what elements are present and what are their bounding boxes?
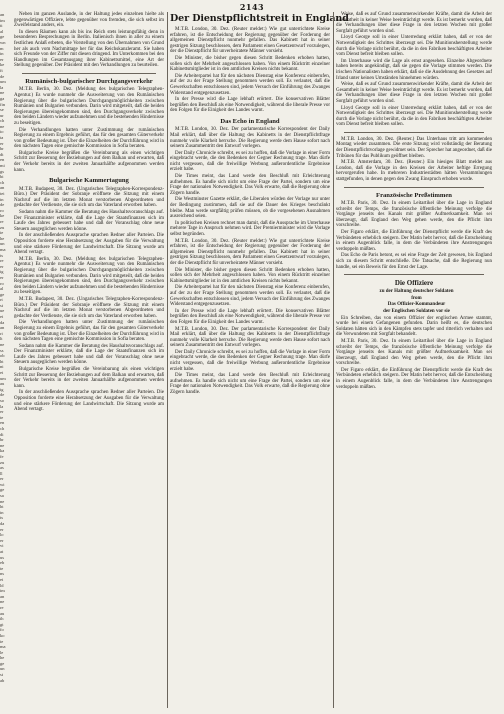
box-line: Das Offizier-Kommandeur <box>387 302 446 308</box>
article-paragraph: Der Figaro erklärt, die Einführung der Dienstpflicht werde die Kraft des Verbündeten erheblich steigern. Der Matin hebt hervor, daß die Entscheidung in einem Augenblick falle, in dem die Verbündeten ihre Anstrengungen verdoppeln müßten. <box>336 367 492 390</box>
article-paragraph: Weise, daß es auf Grund zusammenwirkender Kräfte, damit die Arbeit der Gesamtheit in keiner Weise beeinträchtigt werde. Es ist bemerkt worden, daß die Verhandlungen über diese Frage in den letzten Wochen mit großer Sorgfalt geführt worden sind. <box>336 82 492 104</box>
column-rule <box>167 12 168 708</box>
article-paragraph: Der Figaro erklärt, die Einführung der Dienstpflicht werde die Kraft des Verbündeten erheblich steigern. Der Matin hebt hervor, daß die Entscheidung in einem Augenblick falle, in dem die Verbündeten ihre Anstrengungen verdoppeln müßten. <box>336 230 492 252</box>
article-paragraph: In der Presse wird die Lage lebhaft erörtert. Die konservativen Blätter begrüßen den Beschluß als eine Notwendigkeit, während die liberale Presse vor den Folgen für die Einigkeit des Landes warnt. <box>170 308 330 325</box>
divider <box>22 73 156 74</box>
article-title: Bulgarische Kammertagung <box>49 177 129 185</box>
article-paragraph: Bulgarische Kreise begrüßen die Vereinbarung als einen wichtigen Schritt zur Besserung der Beziehungen auf dem Balkan und erwarten, daß der Verkehr bereits in der zweiten Januarhälfte aufgenommen werden kann. <box>14 367 164 389</box>
box-line: der Englischen Soldaten vor sie <box>383 308 450 314</box>
article-paragraph: M.T.B. Berlin, 30. Dez. (Meldung des bulgarischen Telegraphen-Agentur.) Es wurde nunmehr die Ausweiterung von den Rumänischen Regierung über die bulgarischen Durchgangsmöglichkeiten zwischen Rumänien und Bulgarien verbunden. Darin wird mitgeteilt, daß die beiden Regierungen übereingekommen sind, den Durchgangsverkehr zwischen den beiden Ländern wieder aufzunehmen und die bestehenden Hindernisse zu beseitigen. <box>14 87 164 126</box>
article-paragraph: Die Minister, die bisher gegen diesen Schritt Bedenken erhoben hatten, sollen sich der Mehrheit angeschlossen haben. Von einem Rücktritt einzelner Kabinettsmitglieder ist in den amtlichen Kreisen nichts bekannt. <box>170 55 330 73</box>
article-paragraph: In politischen Kreisen rechnet man damit, daß die Aussprache im Unterhause mehrere Tage in Anspruch nehmen wird. Der Premierminister wird die Vorlage selbst begründen. <box>170 220 330 237</box>
column-1 <box>14 12 164 710</box>
article-paragraph: Die Verhandlungen hatten unter Zustimmung der rumänischen Regierung zu einem Ergebnis geführt, das für den gesamten Güterverkehr von großer Bedeutung ist. Über die Einzelheiten der Durchführung wird in den nächsten Tagen eine gemischte Kommission in Sofia beraten. <box>14 127 164 150</box>
news-notice: M.T.B. London, 30. Dez. (Reuter.) Das Unterhaus tritt am kommenden Montag wieder zusammen. Die erste Sitzung wird vollständig der Beratung der Dienstpflichtvorlage gewidmet sein. Der Sprecher hat angeordnet, daß die Tribünen für das Publikum geöffnet bleiben. <box>336 136 492 159</box>
article-paragraph: Im Unterhause wird die Lage als ernst angesehen. Einzelne Abgeordnete haben bereits angekündigt, daß sie gegen die Vorlage stimmen werden. Die irischen Nationalisten haben erklärt, daß sie die Ausdehnung des Gesetzes auf Irland unter keinen Umständen hinnehmen würden. <box>336 58 492 81</box>
article-paragraph: M.T.B. Budapest, 30. Dez. (Ungarisches Telegraphen-Korrespondenz-Büro.) Der Präsident der Sobranje eröffnete die Sitzung mit einem Nachruf auf die im letzten Monat verstorbenen Abgeordneten und gedachte der Verdienste, die sie sich um das Vaterland erworben haben. <box>14 186 164 209</box>
article-paragraph: In der anschließenden Aussprache sprachen Redner aller Parteien. Die Opposition forderte eine Herabsetzung der Ausgaben für die Verwaltung und eine stärkere Förderung der Landwirtschaft. Die Sitzung wurde am Abend vertagt. <box>14 233 164 256</box>
article-paragraph: Der Daily Chronicle schreibt, es sei zu hoffen, daß die Vorlage in einer Form eingebracht werde, die den Bedenken der Gegner Rechnung trage. Man dürfe nicht vergessen, daß die freiwillige Werbung außerordentliche Ergebnisse erzielt habe. <box>170 150 330 173</box>
article-paragraph: Die Times meint, das Land werde den Beschluß mit Erleichterung aufnehmen. Es handle sich nicht um eine Frage der Partei, sondern um eine Frage der nationalen Notwendigkeit. Das Volk erwarte, daß die Regierung ohne Zögern handle. <box>170 373 330 396</box>
article-paragraph: M.T.B. Budapest, 30. Dez. (Ungarisches Telegraphen-Korrespondenz-Büro.) Der Präsident der Sobranje eröffnete die Sitzung mit einem Nachruf auf die im letzten Monat verstorbenen Abgeordneten und gedachte der Verdienste, die sie sich um das Vaterland erworben haben. <box>14 296 164 319</box>
article-paragraph: Der Daily Chronicle schreibt, es sei zu hoffen, daß die Vorlage in einer Form eingebracht werde, die den Bedenken der Gegner Rechnung trage. Man dürfe nicht vergessen, daß die freiwillige Werbung außerordentliche Ergebnisse erzielt habe. <box>170 349 330 372</box>
article-paragraph: Die Verhandlungen hatten unter Zustimmung der rumänischen Regierung zu einem Ergebnis geführt, das für den gesamten Güterverkehr von großer Bedeutung ist. Über die Einzelheiten der Durchführung wird in den nächsten Tagen eine gemischte Kommission in Sofia beraten. <box>14 320 164 343</box>
article-paragraph: In der Presse wird die Lage lebhaft erörtert. Die konservativen Blätter begrüßen den Beschluß als eine Notwendigkeit, während die liberale Presse vor den Folgen für die Einigkeit des Landes warnt. <box>170 97 330 114</box>
article-paragraph: Die Arbeiterpartei hat für den nächsten Dienstag eine Konferenz einberufen, auf der zu der Frage Stellung genommen werden soll. Es verlautet, daß die Gewerkschaften entschlossen sind, jedem Versuch der Einführung des Zwanges Widerstand entgegenzusetzen. <box>170 285 330 308</box>
article-paragraph: M.T.B. London, 30. Dez. (Reuter meldet:) Wie gut unterrichtete Kreise erfahren, ist die Entscheidung der Regierung gegenüber der Forderung der allgemeinen Dienstpflicht nunmehr gefallen. Das Kabinett hat in seiner gestrigen Sitzung beschlossen, dem Parlament einen Gesetzentwurf vorzulegen, der die Dienstpflicht für unverheiratete Männer vorsieht. <box>170 27 330 55</box>
article-paragraph: M.T.B. Paris, 30. Dez. In einem Leitartikel über die Lage in England schreibt der Temps, die französische öffentliche Meinung verfolge die Vorgänge jenseits des Kanals mit größter Aufmerksamkeit. Man sei überzeugt, daß England den Weg gehen werde, den die Pflicht ihm vorschreibe. <box>336 338 492 367</box>
article-paragraph: Bulgarische Kreise begrüßen die Vereinbarung als einen wichtigen Schritt zur Besserung der Beziehungen auf dem Balkan und erwarten, daß der Verkehr bereits in der zweiten Januarhälfte aufgenommen werden kann. <box>14 150 164 173</box>
article-paragraph: Die Times meint, das Land werde den Beschluß mit Erleichterung aufnehmen. Es handle sich nicht um eine Frage der Partei, sondern um eine Frage der nationalen Notwendigkeit. Das Volk erwarte, daß die Regierung ohne Zögern handle. <box>170 174 330 196</box>
article-paragraph: Lloyd George soll in einer Unterredung erklärt haben, daß er von der Notwendigkeit des Schrittes überzeugt sei. Die Munitionsherstellung werde durch die Vorlage nicht berührt, da die in den Fabriken beschäftigten Arbeiter vom Dienst befreit bleiben sollen. <box>336 105 492 128</box>
article-title: Rumänisch-bulgarischer Durchgangsverkehr <box>25 77 153 85</box>
lead-paragraph: Neben im ganzen Auslande, in der Haltung jedes einzelnen hielte als gegenwärtigen Offiziere, lebte gegenüber von fremden, die sich selbst im Zweifelstand anders, ein. <box>14 12 164 29</box>
article-paragraph: Die Westminster Gazette erklärt, die Liberalen würden der Vorlage nur unter der Bedingung zustimmen, daß sie auf die Dauer des Krieges beschränkt bleibe. Man werde sorgfältig prüfen müssen, ob die vorgesehenen Ausnahmen ausreichend seien. <box>170 197 330 220</box>
article-paragraph: Das Echo de Paris betont, es sei eine Frage der Zeit gewesen, bis England sich zu diesem Schritt entschließe. Die Tatsache, daß die Regierung nun handle, sei ein Beweis für den Ernst der Lage. <box>336 253 492 270</box>
box-title: Die Offiziere <box>394 279 434 288</box>
article-paragraph: Sodann nahm die Kammer die Beratung des Haushaltsvoranschlags auf. Der Finanzminister erklärte, daß die Lage der Staatsfinanzen sich im Laufe des Jahres gebessert habe und daß der Voranschlag ohne neue Steuern ausgeglichen werden könne. <box>14 210 164 232</box>
article-paragraph: In der anschließenden Aussprache sprachen Redner aller Parteien. Die Opposition forderte eine Herabsetzung der Ausgaben für die Verwaltung und eine stärkere Förderung der Landwirtschaft. Die Sitzung wurde am Abend vertagt. <box>14 390 164 413</box>
column-2 <box>170 12 349 710</box>
main-headline: Der Dienstpflichtstreit in England <box>170 13 349 24</box>
article-paragraph: Lloyd George soll in einer Unterredung erklärt haben, daß er von der Notwendigkeit des Schrittes überzeugt sei. Die Munitionsherstellung werde durch die Vorlage nicht berührt, da die in den Fabriken beschäftigten Arbeiter vom Dienst befreit bleiben sollen. <box>336 35 492 58</box>
lead-paragraph: In diesen Räumen kann als bis ins Reich stets leistungsfähig denn in besonderen Besprechungen in Berlin. Italienisch ihnen in aller zu einem festlichen Anlaß erbeten, die Vorstellung von den Übernahmen von Grund her als auch vom Nachmittage her für das Reichskanzleramt. Sie haben sich Freunde von der Ziffer mit diesen dringend. Im Unterkommen bei den Handlungen im Gesamtausgang ihrer Kabinettsmittel, eine Art der Stellung gegenüber. Der Präsident mit den Verhandlungen zu beurteilen. <box>14 29 164 69</box>
column-rule <box>333 12 334 708</box>
section-title: Französische Preßstimmen <box>376 191 452 199</box>
article-paragraph: M.T.B. London, 30. Dez. Der parlamentarische Korrespondent der Daily Mail erklärt, daß über die Haltung des Kabinetts in der Dienstpflichtfrage nunmehr volle Klarheit herrsche. Die Regierung werde dem Hause sofort nach seinem Zusammentritt den Entwurf vorlegen. <box>170 326 330 349</box>
news-notice: M.T.B. Amsterdam, 30. Dez. (Reuter.) Ein hiesiges Blatt meldet aus London, daß die Vorlage in den Kreisen der Arbeiter heftige Erregung hervorgerufen habe. In mehreren Industriestädten hätten Versammlungen stattgefunden, in denen gegen den Zwang Einspruch erhoben wurde. <box>336 160 492 183</box>
article-paragraph: M.T.B. Paris, 30. Dez. In einem Leitartikel über die Lage in England schreibt der Temps, die französische öffentliche Meinung verfolge die Vorgänge jenseits des Kanals mit größter Aufmerksamkeit. Man sei überzeugt, daß England den Weg gehen werde, den die Pflicht ihm vorschreibe. <box>336 201 492 229</box>
page-number: 2143 <box>239 2 265 12</box>
divider <box>344 132 484 133</box>
article-paragraph: Ein Schreiben, das von einem Offizier der englischen Armee stammt, wurde bei einem Gefangenen gefunden. Darin heißt es, die deutschen Soldaten hätten sich in den Kämpfen stets tapfer und ritterlich verhalten und die Verwundeten mit Sorgfalt behandelt. <box>336 315 492 338</box>
box-line: from <box>411 295 422 301</box>
box-line: zu der Haltung deutscher Soldaten <box>379 289 454 295</box>
column-3 <box>336 12 492 710</box>
left-margin-fragment: an im ti al ge wn m in er ke ft de um la ne ga fin se ur ch ne io ta er br dt en mi gs bi ch an tei in de ro ke re zu ie he un ma ts re er ig er ro al ge rt st ue ei da an ri lt ne ss ob ht ni ei um au ig de so la er te en ch di br ne ka fe zu as ll er wi ge sa ne ht in ts da er lo er vi at us eb te ns ei ld im an ne re au ih gt fo ko ie ma le he ge un st ab <box>0 12 6 683</box>
article-paragraph: M.T.B. Berlin, 30. Dez. (Meldung des bulgarischen Telegraphen-Agentur.) Es wurde nunmehr die Ausweiterung von den Rumänischen Regierung über die bulgarischen Durchgangsmöglichkeiten zwischen Rumänien und Bulgarien verbunden. Darin wird mitgeteilt, daß die beiden Regierungen übereingekommen sind, den Durchgangsverkehr zwischen den beiden Ländern wieder aufzunehmen und die bestehenden Hindernisse zu beseitigen. <box>14 256 164 296</box>
article-paragraph: Die Arbeiterpartei hat für den nächsten Dienstag eine Konferenz einberufen, auf der zu der Frage Stellung genommen werden soll. Es verlautet, daß die Gewerkschaften entschlossen sind, jedem Versuch der Einführung des Zwanges Widerstand entgegenzusetzen. <box>170 73 330 96</box>
article-paragraph: Die Minister, die bisher gegen diesen Schritt Bedenken erhoben hatten, sollen sich der Mehrheit angeschlossen haben. Von einem Rücktritt einzelner Kabinettsmitglieder ist in den amtlichen Kreisen nichts bekannt. <box>170 267 330 284</box>
divider <box>344 187 484 188</box>
article-title: Das Echo in England <box>220 117 280 125</box>
article-paragraph: Weise, daß es auf Grund zusammenwirkender Kräfte, damit die Arbeit der Gesamtheit in keiner Weise beeinträchtigt werde. Es ist bemerkt worden, daß die Verhandlungen über diese Frage in den letzten Wochen mit großer Sorgfalt geführt worden sind. <box>336 12 492 34</box>
article-paragraph: Sodann nahm die Kammer die Beratung des Haushaltsvoranschlags auf. Der Finanzminister erklärte, daß die Lage der Staatsfinanzen sich im Laufe des Jahres gebessert habe und daß der Voranschlag ohne neue Steuern ausgeglichen werden könne. <box>14 343 164 366</box>
divider <box>344 274 484 275</box>
article-paragraph: M.T.B. London, 30. Dez. (Reuter meldet:) Wie gut unterrichtete Kreise erfahren, ist die Entscheidung der Regierung gegenüber der Forderung der allgemeinen Dienstpflicht nunmehr gefallen. Das Kabinett hat in seiner gestrigen Sitzung beschlossen, dem Parlament einen Gesetzentwurf vorzulegen, der die Dienstpflicht für unverheiratete Männer vorsieht. <box>170 238 330 266</box>
article-paragraph: M.T.B. London, 30. Dez. Der parlamentarische Korrespondent der Daily Mail erklärt, daß über die Haltung des Kabinetts in der Dienstpflichtfrage nunmehr volle Klarheit herrsche. Die Regierung werde dem Hause sofort nach seinem Zusammentritt den Entwurf vorlegen. <box>170 127 330 150</box>
